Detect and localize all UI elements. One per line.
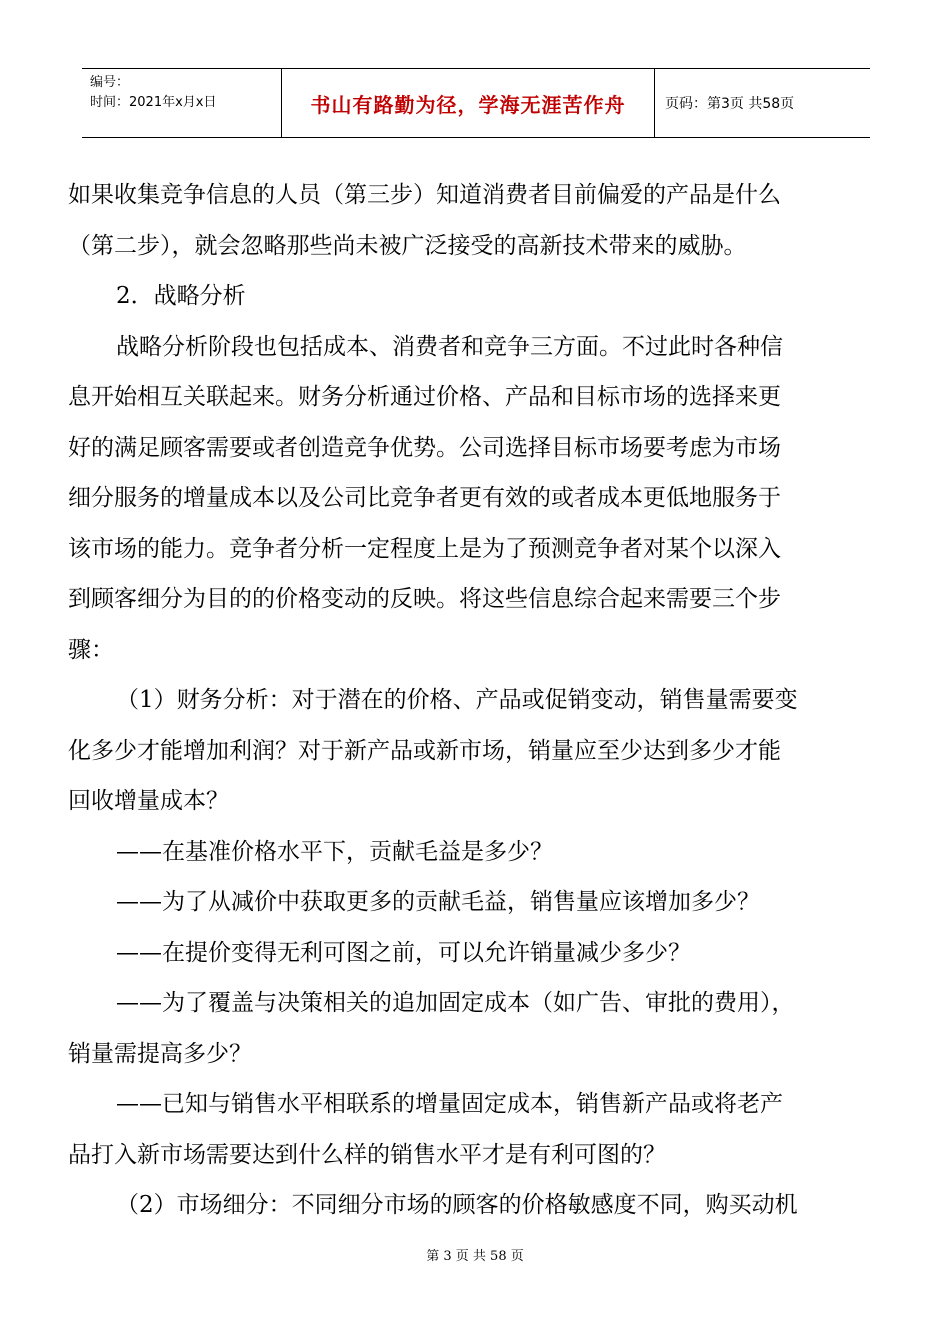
text-line: 销量需提高多少？ [68,1040,252,1067]
header-meta [82,69,282,137]
header-motto: 书山有路勤为径，学海无涯苦作舟 [310,92,626,117]
text-line: 细分服务的增量成本以及公司比竞争者更有效的或者成本更低地服务于 [68,485,781,511]
document-body [68,170,883,1231]
page-footer: 第 3 页 共 58 页 [426,1249,524,1264]
header-page-info: 页码：第3页 共58页 [665,96,795,112]
date-label: 时间：2021年x月x日 [90,95,217,110]
text-line: 息开始相互关联起来。财务分析通过价格、产品和目标市场的选择来更 [68,384,781,410]
list-item: ——在基准价格水平下，贡献毛益是多少？ [116,838,553,865]
text-line: 如果收集竞争信息的人员（第三步）知道消费者目前偏爱的产品是什么 [68,182,781,208]
serial-number-label: 编号： [90,75,130,90]
header-motto-cell [282,69,655,137]
header-page-info-cell [655,69,870,137]
text-line: （2）市场细分：不同细分市场的顾客的价格敏感度不同，购买动机 [116,1192,798,1218]
text-line: 品打入新市场需要达到什么样的销售水平才是有利可图的？ [68,1141,666,1168]
text-line: 战略分析阶段也包括成本、消费者和竞争三方面。不过此时各种信 [116,333,783,360]
text-line: （1）财务分析：对于潜在的价格、产品或促销变动，销售量需要变 [116,687,798,713]
page-header [82,68,870,138]
text-line: 回收增量成本？ [68,788,229,814]
list-item: ——为了从减价中获取更多的贡献毛益，销售量应该增加多少？ [116,889,760,915]
text-line: 骤： [68,636,114,663]
text-line: 好的满足顾客需要或者创造竞争优势。公司选择目标市场要考虑为市场 [68,434,781,461]
list-item: ——为了覆盖与决策相关的追加固定成本（如广告、审批的费用）， [116,990,795,1016]
list-item: ——已知与销售水平相联系的增量固定成本，销售新产品或将老产 [116,1091,783,1117]
list-item: ——在提价变得无利可图之前，可以允许销量减少多少？ [116,939,691,966]
text-line: 到顾客细分为目的的价格变动的反映。将这些信息综合起来需要三个步 [68,586,781,612]
section-heading: 2．战略分析 [116,283,246,309]
text-line: 化多少才能增加利润？对于新产品或新市场，销量应至少达到多少才能 [68,737,781,764]
text-line: （第二步），就会忽略那些尚未被广泛接受的高新技术带来的威胁。 [68,232,747,259]
text-line: 该市场的能力。竞争者分析一定程度上是为了预测竞争者对某个以深入 [68,535,781,562]
